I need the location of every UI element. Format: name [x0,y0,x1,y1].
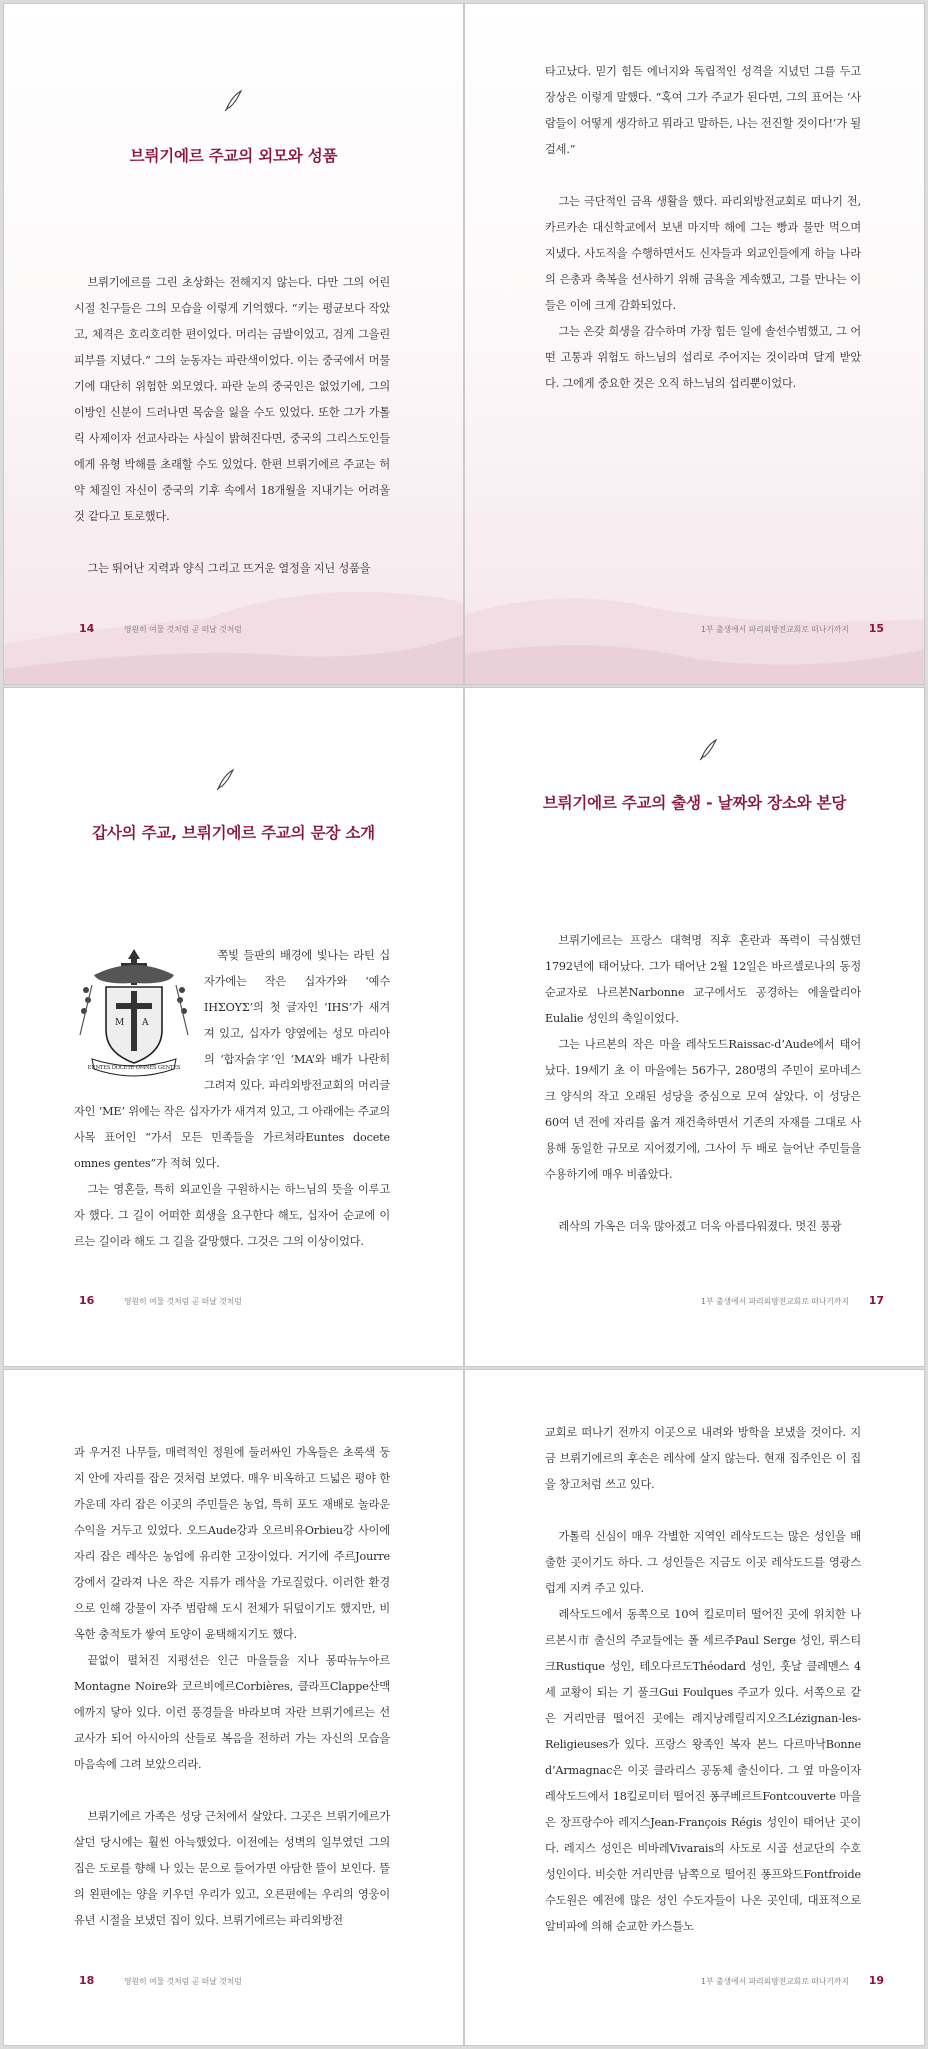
page-18 [3,1369,464,2046]
paragraph: 그는 극단적인 금욕 생활을 했다. 파리외방전교회로 떠나기 전, 카르카손 대신학교에서 보낸 마지막 해에 그는 빵과 물만 먹으며 지냈다. 사도직을 수행하면서도 신자들과 외교인들에게 하늘 나라의 은총과 축복을 선사하기 위해 금욕을 계속했고, 그를 만나는 이들은 이에 크게 감화되었다. [545,195,861,312]
running-head: 1부 출생에서 파리외방전교회로 떠나기까지 [701,1297,849,1306]
running-head: 영원히 여물 것처럼 곧 떠날 것처럼 [124,1297,242,1306]
running-head: 영원히 여물 것처럼 곧 떠날 것처럼 [124,625,242,634]
paragraph: 끝없이 펼쳐진 지평선은 인근 마을들을 지나 몽따뉴누아르Montagne Noire와 코르비에르Corbières, 클라프Clappe산맥에까지 닿아 있다. 이런 풍경들을 바라보며 자란 브뤼기에르는 선교사가 되어 아시아의 산들로 복음을 전하러 가는 자신의 모습을 마음속에 그려 보았으리라. [74,1654,390,1771]
page-number: 17 [868,1294,884,1307]
paragraph: 그는 온갖 희생을 감수하며 가장 힘든 일에 솔선수범했고, 그 어떤 고통과 위험도 하느님의 섭리로 주어지는 것이라며 달게 받았다. 그에게 중요한 것은 오직 하느님의 섭리뿐이었다. [545,325,861,390]
running-head: 1부 출생에서 파리외방전교회로 떠나기까지 [701,625,849,634]
paragraph: 가톨릭 신심이 매우 각별한 지역인 레삭도드는 많은 성인을 배출한 곳이기도 하다. 그 성인들은 지금도 이곳 레삭도드를 영광스럽게 지켜 주고 있다. [545,1530,861,1595]
body-text [74,943,390,1255]
body-text [74,1440,390,1934]
section-title: 브뤼기에르 주교의 출생 - 날짜와 장소와 본당 [542,794,847,812]
paragraph: 그는 영혼들, 특히 외교인을 구원하시는 하느님의 뜻을 이루고자 했다. 그 길이 어떠한 희생을 요구한다 해도, 십자어 순교에 이르는 길이라 해도 그 길을 갈망했다. 그것은 그의 이상이었다. [74,1183,390,1248]
quill-icon [697,738,719,762]
page-19 [464,1369,925,2046]
quill-icon [222,89,244,113]
paragraph: 브뤼기에르는 프랑스 대혁명 직후 혼란과 폭력이 극심했던 1792년에 태어났다. 그가 태어난 2월 12일은 바르셀로나의 동정 순교자로 나르본Narbonne 교구에서도 공경하는 에울랄리아Eulalie 성인의 축일이었다. [545,934,861,1025]
page-number: 15 [868,622,884,635]
paragraph: 브뤼기에르 가족은 성당 근처에서 살았다. 그곳은 브뤼기에르가 살던 당시에는 훨씬 아늑했었다. 이전에는 성벽의 일부였던 그의 집은 도로를 향해 나 있는 문으로 들어가면 아담한 뜰이 보인다. 뜰의 왼편에는 양을 키우던 우리가 있고, 오른편에는 우리의 영웅이 유년 시절을 보냈던 집이 있다. 브뤼기에르는 파리외방전 [74,1810,390,1927]
paragraph: 타고났다. 믿기 힘든 에너지와 독립적인 성격을 지녔던 그를 두고 장상은 이렇게 말했다. “혹여 그가 주교가 된다면, 그의 표어는 ‘사람들이 어떻게 생각하고 뭐라고 말하든, 나는 전진할 것이다!’가 될 걸세.” [545,65,861,156]
crest-motto: EUNTES DOCETE OMNES GENTES [87,1065,181,1071]
paragraph: 과 우거진 나무들, 매력적인 정원에 둘러싸인 가옥들은 초록색 둥지 안에 자리를 잡은 것처럼 보였다. 매우 비옥하고 드넓은 평야 한가운데 자리 잡은 이곳의 주민들은 농업, 특히 포도 재배로 놀라운 수익을 거두고 있었다. 오드Aude강과 오르비유Orbieu강 사이에 자리 잡은 레삭은 농업에 유리한 고장이었다. 거기에 주르Jourre강에서 갈라져 나온 작은 지류가 레삭을 가로질렀다. 이러한 환경으로 인해 강물이 자주 범람해 도시 전체가 뒤덮이기도 했지만, 비옥한 충적토가 쌓여 토양이 윤택해지기도 했다. [74,1446,390,1641]
paragraph: 그는 뛰어난 지력과 양식 그리고 뜨거운 열정을 지닌 성품을 [87,562,371,575]
paragraph: 교회로 떠나기 전까지 이곳으로 내려와 방학을 보냈을 것이다. 지금 브뤼기에르의 후손은 레삭에 살지 않는다. 현재 집주인은 이 집을 창고처럼 쓰고 있다. [545,1426,861,1491]
running-head: 영원히 여물 것처럼 곧 떠날 것처럼 [124,1977,242,1986]
body-text [74,270,390,582]
coat-of-arms-image [74,945,194,1085]
page-number: 14 [79,622,95,635]
paragraph: 그는 나르본의 작은 마을 레삭도드Raissac-d’Aude에서 태어났다. 19세기 초 이 마을에는 56가구, 280명의 주민이 로마네스크 양식의 작고 오래된 성당을 중심으로 모여 살았다. 이 성당은 60여 년 전에 자리를 옮겨 재건축하면서 기존의 자재를 그대로 사용해 동일한 규모로 지어졌기에, 그사이 두 배로 늘어난 주민들을 수용하기에 매우 비좁았다. [545,1038,861,1181]
quill-icon [214,768,236,792]
body-text [545,928,861,1240]
page-17 [464,687,925,1367]
paragraph: 레삭의 가옥은 더욱 많아졌고 더욱 아름다워졌다. 멋진 풍광 [558,1220,842,1233]
page-number: 16 [79,1294,95,1307]
mountain-background [465,534,925,684]
svg-text:M: M [115,1018,125,1028]
paragraph: 레삭도드에서 동쪽으로 10여 킬로미터 떨어진 곳에 위치한 나르본시市 출신의 주교들에는 폴 세르주Paul Serge 성인, 뤼스티크Rustique 성인, 테오다르도Théodard 성인, 훗날 클레멘스 4세 교황이 되는 기 풀크Gui Foulques 주교가 있다. 서쪽으로 같은 거리만큼 떨어진 곳에는 레지낭레릴리지오즈Lézignan-les-Religieuses가 있다. 프랑스 왕족인 복자 본느 다르마낙Bonne d’Armagnac은 이곳 클라리스 공동체 출신이다. 그 옆 마을이자 레삭도드에서 18킬로미터 떨어진 퐁쿠베르트Fontcouverte 마을은 장프랑수아 레지스Jean-François Régis 성인이 태어난 곳이다. 레지스 성인은 비바레Vivarais의 사도로 시골 선교단의 수호성인이다. 비슷한 거리만큼 남쪽으로 떨어진 퐁프와드Fontfroide 수도원은 예전에 많은 성인 수도자들이 나온 곳인데, 대표적으로 알비파에 의해 순교한 카스틀노 [545,1608,861,1933]
body-text [545,1420,861,1940]
svg-text:A: A [142,1018,149,1028]
running-head: 1부 출생에서 파리외방전교회로 떠나기까지 [701,1977,849,1986]
page-number: 19 [868,1974,884,1987]
paragraph: 쪽빛 들판의 배경에 빛나는 라틴 십자가에는 작은 십자가와 ‘예수IHΣΟΥΣ’의 첫 글자인 ‘IHS’가 새겨져 있고, 십자가 양옆에는 성모 마리아의 ‘합자슭字’인 ‘MA’와 배가 나란히 그려져 있다. 파리외방전교회의 머리글자인 ‘ME’ 위에는 작은 십자가가 새겨져 있고, 그 아래에는 주교의 사목 표어인 “가서 모든 민족들을 가르쳐라Euntes docete omnes gentes”가 적혀 있다. [74,949,390,1170]
page-15 [464,3,925,685]
section-title: 브뤼기에르 주교의 외모와 성품 [129,147,338,165]
section-title: 갑사의 주교, 브뤼기에르 주교의 문장 소개 [92,824,375,842]
page-16 [3,687,464,1367]
page-number: 18 [79,1974,95,1987]
body-text [545,59,861,397]
page-14 [3,3,464,685]
paragraph: 브뤼기에르를 그린 초상화는 전해지지 않는다. 다만 그의 어린 시절 친구들은 그의 모습을 이렇게 기억했다. “키는 평균보다 작았고, 체격은 호리호리한 편이었다. 머리는 금발이었고, 검게 그을린 피부를 지녔다.” 그의 눈동자는 파란색이었다. 이는 중국에서 머물기에 대단히 위험한 외모였다. 파란 눈의 중국인은 없었기에, 그의 이방인 신분이 드러나면 목숨을 잃을 수도 있었다. 또한 그가 가톨릭 사제이자 선교사라는 사실이 밝혀진다면, 중국의 그리스도인들에게 유형 박해를 초래할 수도 있었다. 한편 브뤼기에르 주교는 허약 체질인 자신이 중국의 기후 속에서 18개월을 지내기는 어려울 것 같다고 토로했다. [74,276,390,523]
